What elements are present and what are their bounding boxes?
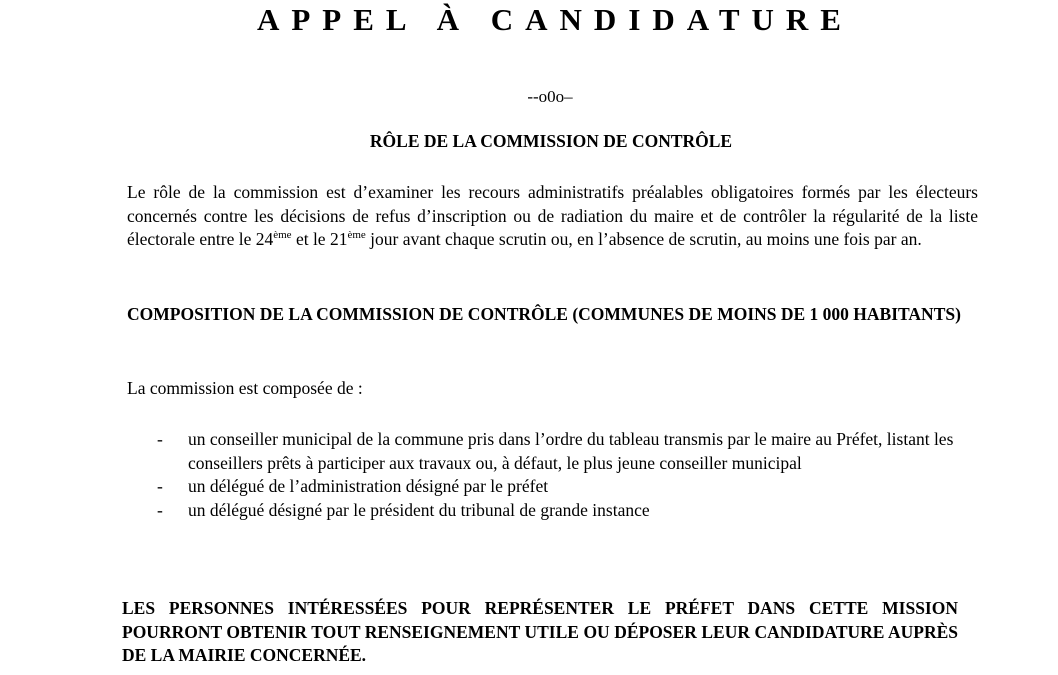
list-item-text: un conseiller municipal de la commune pris dans l’ordre du tableau transmis par le maire au Préfet, listant les conseillers prêts à participer aux travaux ou, à défaut, le plus jeune conseiller municipal	[188, 429, 954, 473]
role-text-part-1: Le rôle de la commission est d’examiner les recours administratifs préalables obligatoires formés par les électeurs concernés contre les décisions de refus d’inscription ou de radiation du maire et de contrôler la régularité de la liste électorale entre le 24	[127, 182, 978, 249]
role-text-part-2: et le 21	[291, 229, 348, 249]
list-item-text: un délégué désigné par le président du tribunal de grande instance	[188, 499, 650, 520]
ordinal-suffix-21: ème	[347, 229, 366, 241]
final-notice: LES PERSONNES INTÉRESSÉES POUR REPRÉSENTER LE PRÉFET DANS CETTE MISSION POURRONT OBTENIR TOUT RENSEIGNEMENT UTILE OU DÉPOSER LEUR CANDIDATURE AUPRÈS DE LA MAIRIE CONCERNÉE.	[122, 598, 958, 665]
role-section-heading: RÔLE DE LA COMMISSION DE CONTRÔLE	[369, 131, 733, 151]
composition-section-heading: COMPOSITION DE LA COMMISSION DE CONTRÔLE (COMMUNES DE MOINS DE 1 000 HABITANTS)	[127, 304, 961, 324]
list-item	[127, 475, 978, 499]
list-bullet: -	[157, 499, 163, 520]
composition-intro: La commission est composée de :	[127, 378, 363, 398]
role-text-part-3: jour avant chaque scrutin ou, en l’absence de scrutin, au moins une fois par an.	[365, 229, 922, 249]
role-section-paragraph	[127, 181, 978, 252]
decorative-separator: --o0o–	[527, 87, 573, 106]
list-item	[127, 428, 978, 475]
document-title: APPEL À CANDIDATURE	[256, 2, 853, 37]
ordinal-suffix-24: ème	[273, 229, 292, 241]
composition-member-list	[127, 428, 978, 522]
list-item-text: un délégué de l’administration désigné par le préfet	[188, 476, 549, 496]
list-bullet: -	[157, 429, 163, 449]
list-item	[127, 499, 978, 523]
list-bullet: -	[157, 476, 163, 496]
